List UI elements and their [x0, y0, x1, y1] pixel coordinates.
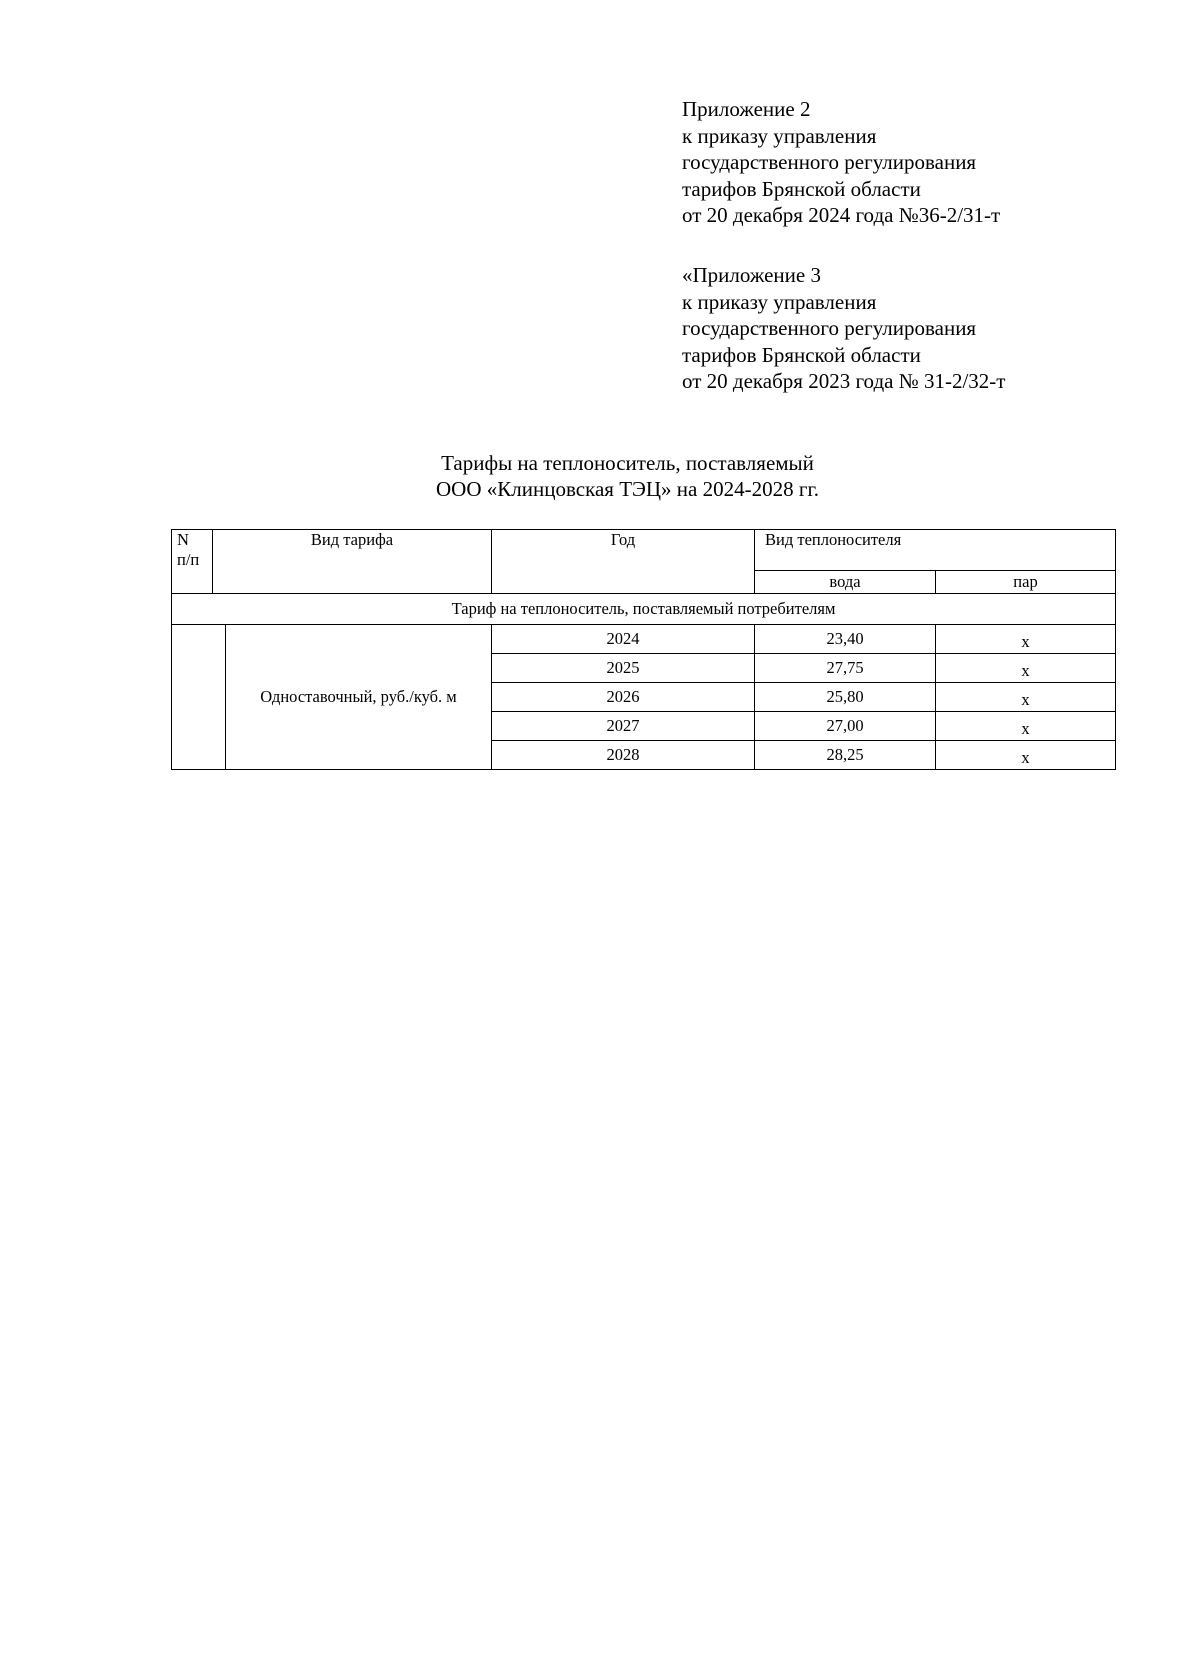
header-number-line-2: п/п	[177, 550, 200, 569]
appendix-2-line: к приказу управления	[682, 123, 877, 148]
year-cell: 2024	[492, 625, 755, 654]
header-water: вода	[755, 571, 936, 594]
header-tariff-type: Вид тарифа	[213, 530, 492, 594]
appendix-2-line: от 20 декабря 2024 года №36-2/31-т	[682, 203, 1001, 227]
year-cell: 2026	[492, 683, 755, 712]
appendix-2-line: Приложение 2	[682, 97, 811, 121]
steam-cell: х	[936, 712, 1116, 741]
document-title-line-1: Тарифы на теплоноситель, поставляемый	[441, 451, 814, 475]
water-cell: 28,25	[755, 741, 936, 770]
year-cell: 2028	[492, 741, 755, 770]
steam-cell: х	[936, 741, 1116, 770]
header-steam: пар	[936, 571, 1116, 594]
appendix-2-block	[682, 96, 1000, 229]
year-cell: 2025	[492, 654, 755, 683]
document-title-line-2: ООО «Клинцовская ТЭЦ» на 2024-2028 гг.	[436, 477, 819, 501]
document-title	[0, 450, 1200, 502]
appendix-3-block	[682, 262, 1005, 395]
appendix-2-line: тарифов Брянской области	[682, 176, 921, 201]
appendix-3-line: «Приложение 3	[682, 263, 821, 287]
appendix-3-line: от 20 декабря 2023 года № 31-2/32-т	[682, 369, 1006, 393]
header-number	[172, 530, 213, 594]
tariff-table	[171, 529, 1116, 770]
steam-cell: х	[936, 654, 1116, 683]
table-row	[172, 625, 1116, 654]
water-cell: 23,40	[755, 625, 936, 654]
appendix-3-line: тарифов Брянской области	[682, 342, 921, 367]
header-year: Год	[492, 530, 755, 594]
tariff-name: Одноставочный, руб./куб. м	[226, 625, 492, 770]
water-cell: 27,75	[755, 654, 936, 683]
water-cell: 27,00	[755, 712, 936, 741]
steam-cell: х	[936, 683, 1116, 712]
appendix-3-line: к приказу управления	[682, 289, 877, 314]
header-number-line-1: N	[177, 530, 189, 549]
steam-cell: х	[936, 625, 1116, 654]
section-title: Тариф на теплоноситель, поставляемый потребителям	[172, 594, 1116, 625]
appendix-3-line: государственного регулирования	[682, 316, 977, 340]
water-cell: 25,80	[755, 683, 936, 712]
header-carrier-type: Вид теплоносителя	[755, 530, 1116, 571]
appendix-2-line: государственного регулирования	[682, 150, 977, 174]
year-cell: 2027	[492, 712, 755, 741]
row-number-cell	[172, 625, 226, 770]
